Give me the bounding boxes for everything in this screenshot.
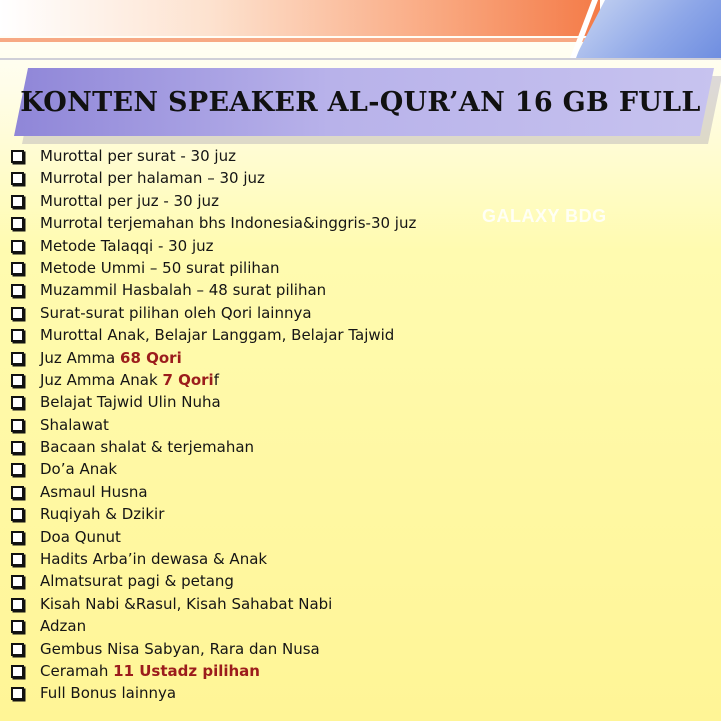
- checkbox-icon: [11, 396, 24, 409]
- list-item: [10, 682, 710, 704]
- list-item-label: Kisah Nabi &Rasul, Kisah Sahabat Nabi: [40, 594, 333, 613]
- watermark: GALAXY BDG: [482, 206, 607, 226]
- list-item: [10, 548, 710, 570]
- list-item: [10, 570, 710, 592]
- list-item: [10, 235, 710, 257]
- checkbox-icon: [11, 620, 24, 633]
- list-item-label: Murottal Anak, Belajar Langgam, Belajar Tajwid: [40, 326, 395, 345]
- list-item-suffix: f: [213, 370, 219, 389]
- list-item-label: Do’a Anak: [40, 460, 118, 479]
- list-item-text: [40, 369, 219, 391]
- list-item-label: Juz Amma: [40, 348, 121, 367]
- list-item: [10, 660, 710, 682]
- list-item-label: Metode Talaqqi - 30 juz: [40, 236, 214, 255]
- list-item: [10, 481, 710, 503]
- checkbox-icon: [11, 419, 24, 432]
- list-item-label: Ceramah: [40, 661, 114, 680]
- list-item-label: Murrotal terjemahan bhs Indonesia&inggris-30 juz: [40, 214, 417, 233]
- checkbox-icon: [11, 508, 24, 521]
- page-title: KONTEN SPEAKER AL-QUR’AN 16 GB FULL: [20, 87, 701, 118]
- list-item-text: [40, 682, 176, 704]
- list-item: [10, 279, 710, 301]
- list-item-label: Juz Amma Anak: [40, 370, 163, 389]
- list-item-text: [40, 548, 267, 570]
- checkbox-icon: [11, 486, 24, 499]
- checkbox-icon: [11, 374, 24, 387]
- list-item-text: [40, 279, 326, 301]
- list-item: [10, 190, 710, 212]
- list-item: [10, 391, 710, 413]
- list-item-label: Full Bonus lainnya: [40, 684, 177, 703]
- checkbox-icon: [11, 531, 24, 544]
- list-item-label: Shalawat: [40, 415, 109, 434]
- list-item-text: [40, 436, 254, 458]
- list-item: [10, 436, 710, 458]
- list-item-text: [40, 190, 219, 212]
- list-item-text: [40, 503, 164, 525]
- list-item: [10, 257, 710, 279]
- list-item: [10, 212, 710, 234]
- list-item-label: Hadits Arba’in dewasa & Anak: [40, 550, 268, 569]
- checkbox-icon: [11, 598, 24, 611]
- list-item-text: [40, 615, 86, 637]
- list-item: [10, 593, 710, 615]
- content-list: [10, 145, 710, 705]
- list-item-text: [40, 458, 117, 480]
- list-item-text: [40, 235, 214, 257]
- list-item: [10, 458, 710, 480]
- checkbox-icon: [11, 665, 24, 678]
- checkbox-icon: [11, 172, 24, 185]
- list-item-label: Ruqiyah & Dzikir: [40, 505, 165, 524]
- checkbox-icon: [11, 195, 24, 208]
- list-item-label: Bacaan shalat & terjemahan: [40, 438, 255, 457]
- list-item: [10, 526, 710, 548]
- gray-divider: [0, 58, 721, 60]
- list-item-highlight: 11 Ustadz pilihan: [113, 661, 260, 680]
- list-item: [10, 347, 710, 369]
- list-item-label: Gembus Nisa Sabyan, Rara dan Nusa: [40, 639, 320, 658]
- checkbox-icon: [11, 307, 24, 320]
- list-item-label: Belajat Tajwid Ulin Nuha: [40, 393, 221, 412]
- list-item-text: [40, 570, 234, 592]
- list-item-label: Adzan: [40, 617, 87, 636]
- checkbox-icon: [11, 217, 24, 230]
- list-item-label: Surat-surat pilihan oleh Qori lainnya: [40, 303, 312, 322]
- list-item-label: Metode Ummi – 50 surat pilihan: [40, 258, 280, 277]
- checkbox-icon: [11, 643, 24, 656]
- list-item: [10, 167, 710, 189]
- list-item: [10, 369, 710, 391]
- checkbox-icon: [11, 262, 24, 275]
- list-item-text: [40, 302, 312, 324]
- checkbox-icon: [11, 352, 24, 365]
- checkbox-icon: [11, 329, 24, 342]
- list-item-text: [40, 167, 265, 189]
- list-item: [10, 414, 710, 436]
- checkbox-icon: [11, 687, 24, 700]
- checkbox-icon: [11, 150, 24, 163]
- list-item-text: [40, 526, 121, 548]
- list-item-text: [40, 593, 332, 615]
- list-item-label: Almatsurat pagi & petang: [40, 572, 234, 591]
- checkbox-icon: [11, 284, 24, 297]
- list-item-text: [40, 324, 394, 346]
- list-item-label: Murottal per surat - 30 juz: [40, 147, 236, 165]
- list-item-text: [40, 212, 416, 234]
- list-item-text: [40, 638, 320, 660]
- checkbox-icon: [11, 553, 24, 566]
- list-item-text: [40, 414, 109, 436]
- top-decoration: [0, 0, 721, 60]
- list-item: [10, 145, 710, 167]
- list-item-label: Murrotal per halaman – 30 juz: [40, 169, 265, 188]
- orange-stripe: [0, 0, 600, 36]
- list-item-label: Asmaul Husna: [40, 482, 148, 501]
- list-item: [10, 324, 710, 346]
- list-item: [10, 302, 710, 324]
- orange-line: [0, 38, 590, 42]
- list-item-label: Murottal per juz - 30 juz: [40, 191, 219, 210]
- checkbox-icon: [11, 441, 24, 454]
- list-item-label: Muzammil Hasbalah – 48 surat pilihan: [40, 281, 327, 300]
- checkbox-icon: [11, 463, 24, 476]
- list-item-text: [40, 481, 148, 503]
- list-item-label: Doa Qunut: [40, 527, 121, 546]
- list-item: [10, 503, 710, 525]
- list-item-highlight: 68 Qori: [120, 348, 182, 367]
- list-item-text: [40, 145, 236, 167]
- list-item-text: [40, 391, 221, 413]
- checkbox-icon: [11, 240, 24, 253]
- list-item-text: [40, 257, 280, 279]
- list-item: [10, 615, 710, 637]
- list-item-text: [40, 347, 182, 369]
- list-item-highlight: 7 Qori: [162, 370, 214, 389]
- checkbox-icon: [11, 575, 24, 588]
- list-item-text: [40, 660, 260, 682]
- list-item: [10, 638, 710, 660]
